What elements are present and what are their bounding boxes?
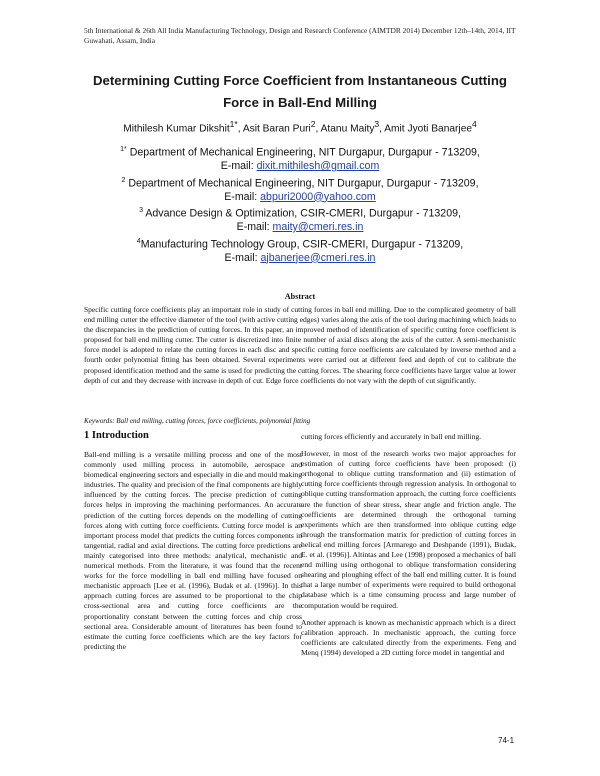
email-label: E-mail: (236, 221, 270, 234)
affiliation-1-sup: 1* (120, 146, 127, 153)
abstract-heading: Abstract (284, 292, 316, 301)
keywords: Keywords: Ball end milling, cutting forces, force coefficients, polynomial fitting (84, 417, 311, 425)
affiliation-2 (60, 174, 540, 205)
left-column (84, 450, 302, 659)
author-4: Amit Jyoti Banarjee (384, 123, 473, 135)
email-label: E-mail: (224, 251, 258, 264)
author-2-sup: 2 (310, 119, 316, 129)
paragraph: cutting forces efficiently and accurately in ball end milling. (301, 432, 482, 441)
author-3: Atanu Maity (320, 123, 375, 135)
author-2: Asit Baran Puri (242, 123, 311, 135)
right-column (301, 432, 516, 665)
affiliations (60, 143, 540, 265)
section-heading: 1 Introduction (84, 430, 149, 441)
affiliation-3-text: Advance Design & Optimization, CSIR-CMERI, Durgapur - 713209, (145, 207, 461, 220)
author-3-sup: 3 (374, 119, 380, 129)
author-1: Mithilesh Kumar Dikshit (123, 123, 230, 135)
page-number: 74-1 (498, 736, 515, 745)
affiliation-4 (60, 235, 540, 266)
affiliation-3 (60, 204, 540, 235)
author-list: Mithilesh Kumar Dikshit$^{1*}$, Asit Baran Puri$^2$, Atanu Maity$^3$, Amit Jyoti Banarjee$^4$ (123, 119, 477, 135)
author-4-sup: 4 (472, 119, 477, 129)
affiliation-2-sup: 2 (121, 176, 126, 184)
email-link-1[interactable]: dixit.mithilesh@gmail.com (256, 160, 380, 173)
abstract-text: Specific cutting force coefficients play an important role in study of cutting forces in ball end milling. Due to the complicated geometry of ball end milling cutter the effective diameter of the tool (with active cutting edges) varies along the axis of the tool during machining which leads to the discrepancies in the prediction of cutting forces. In this paper, an improved method of identification of specific cutting force coefficient is proposed for ball end milling cutter. The cutter is discretized into finite number of axial discs along the axis of the cutter. A semi-mechanistic force model is adopted to relate the cutting forces in each disc and specific cutting force coefficients are calculated by inverse method and a fourth order polynomial fitting has been obtained. Several experiments were carried out at different feed and depth of cut to calibrate the proposed identification method and the same is used for predicting the cutting forces. The shearing force coefficients have larger value at lower depth of cut and they decrease with increase in depth of cut. Edge force coefficients do not vary with the depth of cut significantly. (84, 305, 516, 385)
conference-header: 5th International & 26th All India Manufacturing Technology, Design and Research Conference (AIMTDR 2014) December 12th–14th, 2014, IIT Guwahati, Assam, India (84, 26, 516, 45)
title-line-2: Force in Ball-End Milling (223, 95, 377, 110)
affiliation-1 (60, 143, 540, 174)
email-link-4[interactable]: ajbanerjee@cmeri.res.in (260, 251, 376, 264)
author-1-sup: 1* (229, 119, 238, 129)
paragraph: Another approach is known as mechanistic approach which is a direct calibration approach. In mechanistic approach, the cutting force coefficients are calculated directly from the experiments. Feng and Menq (1994) developed a 2D cutting force model in tangential and (301, 617, 516, 657)
affiliation-2-text: Department of Mechanical Engineering, NIT Durgapur, Durgapur - 713209, (128, 177, 479, 190)
email-link-3[interactable]: maity@cmeri.res.in (272, 221, 364, 234)
affiliation-4-text: Manufacturing Technology Group, CSIR-CMERI, Durgapur - 713209, (140, 238, 464, 251)
paragraph: However, in most of the research works two major approaches for estimation of cutting force coefficients have been proposed: (i) orthogonal to oblique cutting transformation and (ii) estimation of cutting force coefficients through regression analysis. In orthogonal to oblique cutting transformation approach, the cutting force coefficients are the function of shear stress, shear angle and friction angle. The coefficients are determined through the orthogonal turning experiments which are then transformed into oblique cutting edge through the transformation matrix for prediction of cutting forces in helical end milling forces [Armarego and Deshpande (1991), Budak, E. et al. (1996)]. Altintas and Lee (1998) proposed a mechanics of ball end milling using orthogonal to oblique transformation considering shearing and ploughing effect of the ball end milling cutter. It is found that a large number of experiments were required to build orthogonal database which is a time consuming process and large number of computation would be required. (301, 449, 516, 610)
paper-title (60, 70, 540, 114)
email-link-2[interactable]: abpuri2000@yahoo.com (260, 190, 376, 203)
affiliation-1-text: Department of Mechanical Engineering, NIT Durgapur, Durgapur - 713209, (129, 146, 480, 159)
affiliation-4-sup: 4 (136, 237, 141, 245)
title-line-1: Determining Cutting Force Coefficient from Instantaneous Cutting (93, 73, 507, 88)
email-label: E-mail: (224, 190, 258, 203)
paragraph: Ball-end milling is a versatile milling process and one of the most commonly used milling process in automobile, aerospace and biomedical engineering sectors and especially in die and mould making industries. The quality and precision of the final components are highly influenced by the cutting forces. The precise prediction of cutting forces helps in improving the machining performances. An accurate prediction of the cutting forces depends on the modelling of cutting forces along with cutting force coefficients. Cutting force model is an important process model that predicts the cutting forces components in tangential, radial and axial directions. The cutting force predictions are mainly categorised into three methods: analytical, mechanistic and numerical methods. From the literature, it was found that the recent works for the force modelling in ball end milling have focused on mechanistic approach [Lee et al. (1996), Budak et al. (1996)]. In this approach cutting forces are assumed to be proportional to the chip cross-sectional area and cutting force coefficients are the proportionality constant between the cutting forces and chip cross sectional area. Considerable amount of literatures has been found to estimate the cutting force coefficients which are the key factors for predicting the (84, 450, 302, 651)
email-label: E-mail: (220, 160, 254, 173)
affiliation-3-sup: 3 (139, 207, 143, 215)
